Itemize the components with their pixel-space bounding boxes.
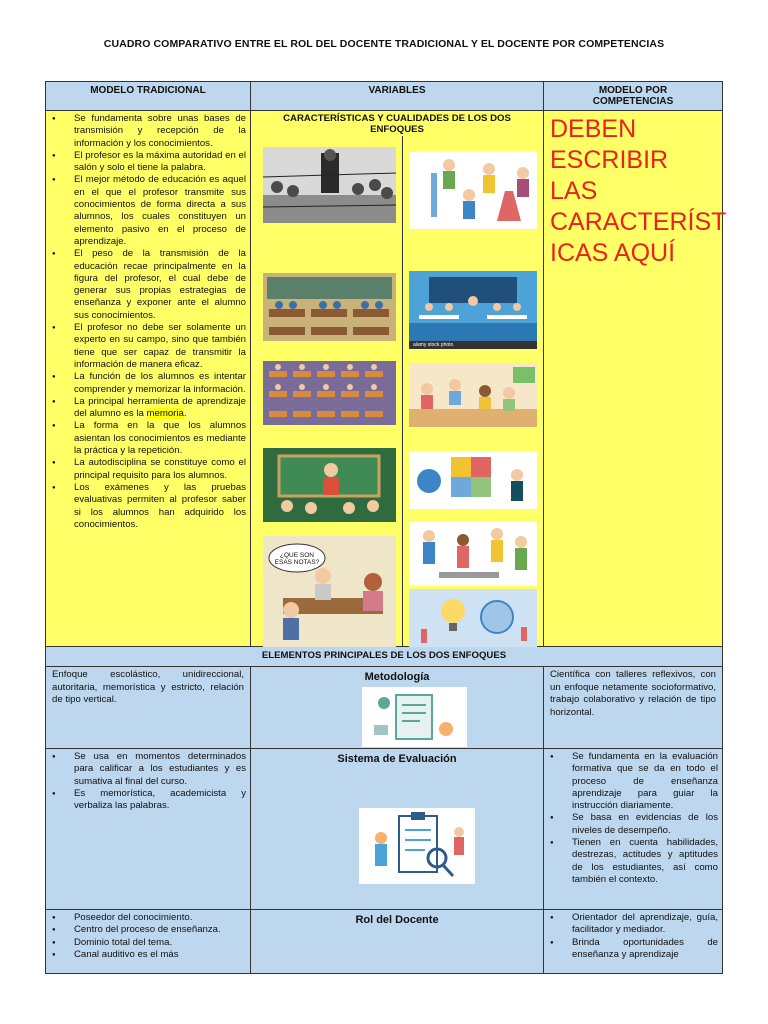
competencies-note [544,111,727,269]
methodology-competencies-cell [544,667,723,749]
competencies-note-line: CARACTERÍST [550,208,727,236]
role-label: Rol del Docente [355,914,439,926]
list-item: ● Los exámenes y las pruebas evaluativas permiten al profesor saber si los alumnos han adquirido los conocimientos. [46,482,246,531]
teacher-board-image [263,448,396,522]
competencies-note-line: ESCRIBIR LAS [550,146,669,205]
document-title: CUADRO COMPARATIVO ENTRE EL ROL DEL DOCENTE TRADICIONAL Y EL DOCENTE POR COMPETENCIAS [103,38,665,50]
competencies-note-line: ICAS AQUÍ [550,239,676,267]
teacher-lecture-image [263,147,396,223]
role-traditional-cell [46,910,251,974]
playing-children-image [409,363,537,427]
list-item: ● La función de los alumnos es intentar comprender y memorizar la información. [46,371,246,396]
comic-teacher-image [263,536,396,647]
list-item: ● Es memorística, academicista y verbaliza las palabras. [46,788,246,813]
list-item: ● La autodisciplina se constituye como el principal requisito para los alumnos. [46,457,246,482]
elements-title: ELEMENTOS PRINCIPALES DE LOS DOS ENFOQUES [261,650,507,661]
puzzle-teamwork-image [409,451,537,509]
classroom-drawing-image [263,273,396,341]
lightbulb-ideas-image [409,589,537,647]
role-competencies-cell [544,910,723,974]
evaluation-icon [359,808,475,884]
role-competencies-list [544,910,722,961]
comic-bubble-text: ¿QUE SON ESAS NOTAS? [274,552,320,566]
evaluation-competencies-list [544,749,722,886]
evaluation-label: Sistema de Evaluación [337,753,457,765]
list-item: ● Poseedor del conocimiento. [46,912,246,924]
list-item: ● Tienen en cuenta habilidades, destrezas, actitudes y aptitudes de los estudiantes, así como también el contexto. [544,837,718,886]
list-item: ● El peso de la transmisión de la educación recae principalmente en la figura del profesor, el cual debe de generar sus propias estrategias de enseñanza y exponer ante el alumno sus conocimientos. [46,248,246,322]
elements-title-row [46,647,723,667]
list-item: ● El profesor no debe ser solamente un experto en su campo, sino que también tiene que ser capaz de transmitir la información de manera eficaz. [46,322,246,371]
methodology-traditional-text: Enfoque escolástico, unidireccional, autoritaria, memorística y estricto, relación de tipo vertical. [52,669,244,705]
stock-photo-caption: alamy stock photo [413,342,454,348]
methodology-competencies-text: Científica con talleres reflexivos, con un enfoque netamente socioformativo, trabajo colaborativo y relación de tipo horizontal. [550,669,716,718]
methodology-variable-cell [251,667,544,749]
study-group-image [409,522,537,586]
list-item: ● La principal herramienta de aprendizaje del alumno es la memoria. [46,396,246,421]
evaluation-traditional-cell [46,749,251,910]
classroom-lab-image [409,271,537,349]
competencies-characteristics-cell [544,111,727,647]
list-item: ● Se fundamenta sobre unas bases de transmisión y recepción de la información y los conocimientos. [46,113,246,150]
traditional-characteristics-list [46,111,250,531]
methodology-label: Metodología [364,671,430,683]
list-item: ● Se usa en momentos determinados para calificar a los estudiantes y es sumativa al final del curso. [46,751,246,788]
list-item: ● Se basa en evidencias de los niveles de desempeño. [544,812,718,837]
list-item: ● La forma en la que los alumnos asientan los conocimientos es mediante la práctica y la repetición. [46,420,246,457]
evaluation-variable-cell [251,749,544,910]
header-variables: VARIABLES [251,82,544,111]
role-traditional-list [46,910,250,961]
list-item: ● Centro del proceso de enseñanza. [46,924,246,936]
header-traditional: MODELO TRADICIONAL [46,82,251,111]
images-cell [251,111,544,647]
list-item: ● El mejor método de educación es aquel en el que el profesor transmite sus conocimientos de forma directa a sus alumnos, los cuales constituyen un elemento pasivo en el proceso de aprendizaje. [46,174,246,248]
evaluation-competencies-cell [544,749,723,910]
header-competencies: MODELO POR COMPETENCIAS [544,82,723,111]
list-item: ● Brinda oportunidades de enseñanza y aprendizaje [544,937,718,962]
list-item: ● Orientador del aprendizaje, guía, facilitador y mediador. [544,912,718,937]
list-item: ● Se fundamenta en la evaluación formativa que se da en todo el proceso de enseñanza aprendizaje para guiar la instrucción diariamente. [544,751,718,812]
kids-science-image [409,151,537,229]
list-item: ● Dominio total del tema. [46,937,246,949]
methodology-icon [362,687,467,747]
column-divider [402,136,403,647]
methodology-traditional-cell [46,667,251,749]
traditional-characteristics-cell [46,111,251,647]
role-variable-cell [251,910,544,974]
list-item: ● El profesor es la máxima autoridad en el salón y solo el tiene la palabra. [46,150,246,175]
evaluation-traditional-list [46,749,250,812]
list-item: ● Canal auditivo es el más [46,949,246,961]
characteristics-title: CARACTERÍSTICAS Y CUALIDADES DE LOS DOS ENFOQUES [283,113,511,135]
competencies-note-line: DEBEN [550,115,637,143]
students-desks-image [263,361,396,425]
comparison-table [45,81,727,974]
highlighted-word: memoria [146,408,184,420]
